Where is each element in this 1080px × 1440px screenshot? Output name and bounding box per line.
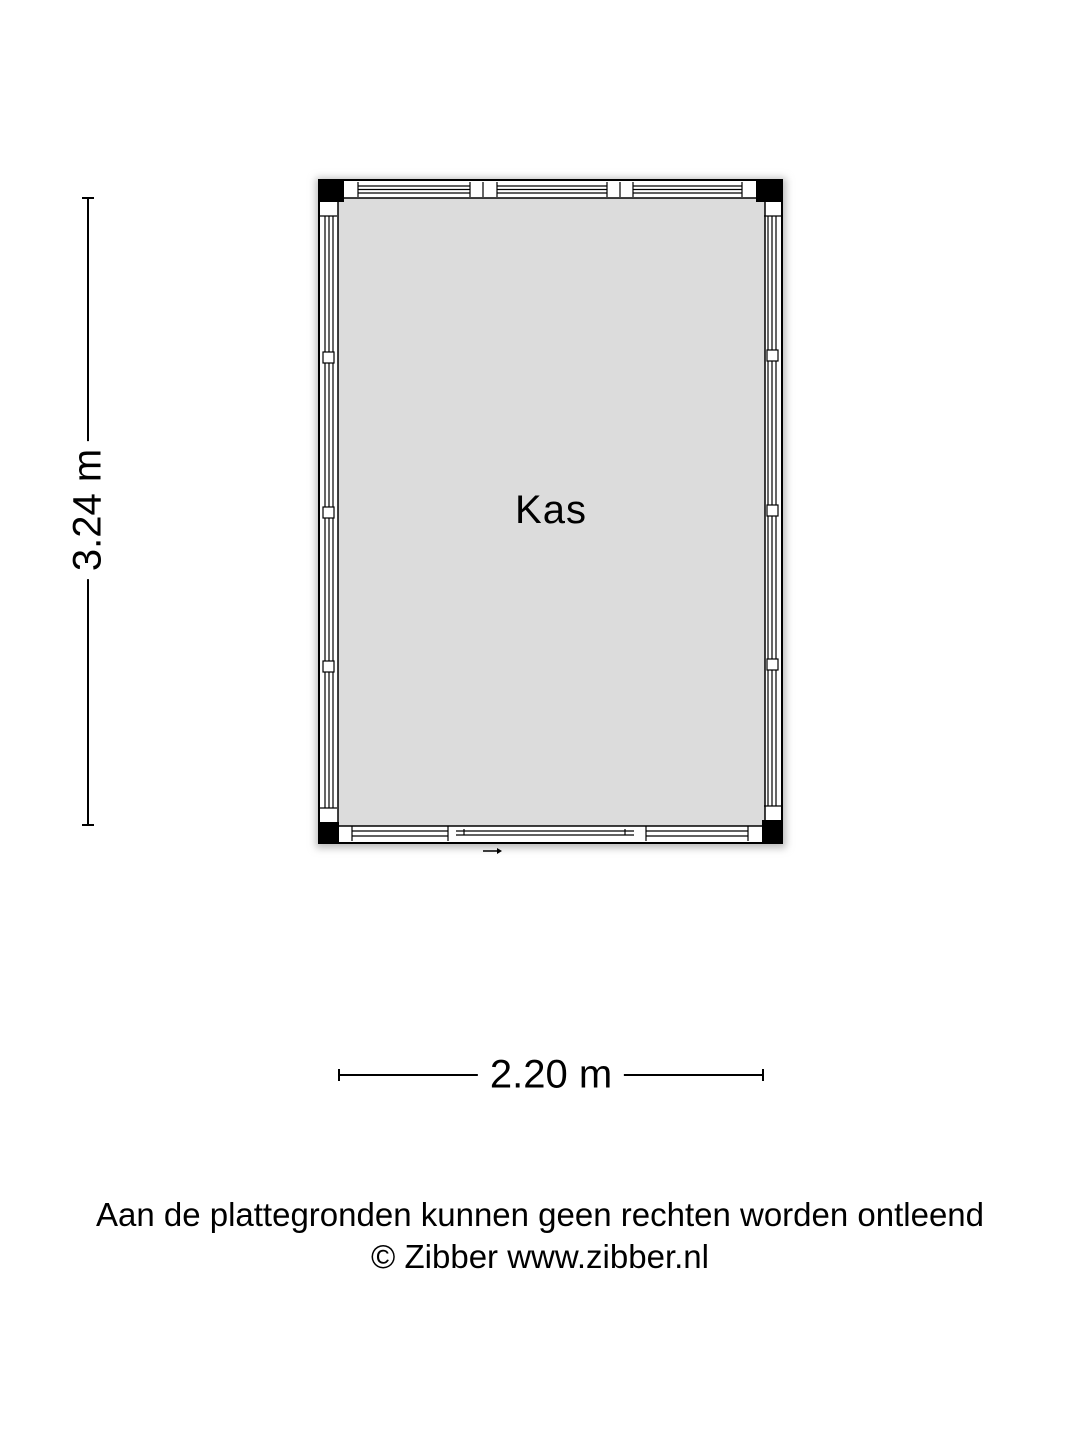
room-label: Kas [515,488,587,532]
corner-post [319,822,339,843]
corner-post [762,820,782,843]
height-dimension-label: 3.24 m [66,441,111,579]
width-dimension-label: 2.20 m [478,1053,624,1098]
disclaimer-text: Aan de plattegronden kunnen geen rechten worden ontleend [95,1196,985,1233]
sliding-direction-arrow-icon [483,848,502,854]
corner-post [756,180,782,202]
copyright-text: © Zibber www.zibber.nl [371,1238,709,1275]
corner-post [319,180,344,202]
